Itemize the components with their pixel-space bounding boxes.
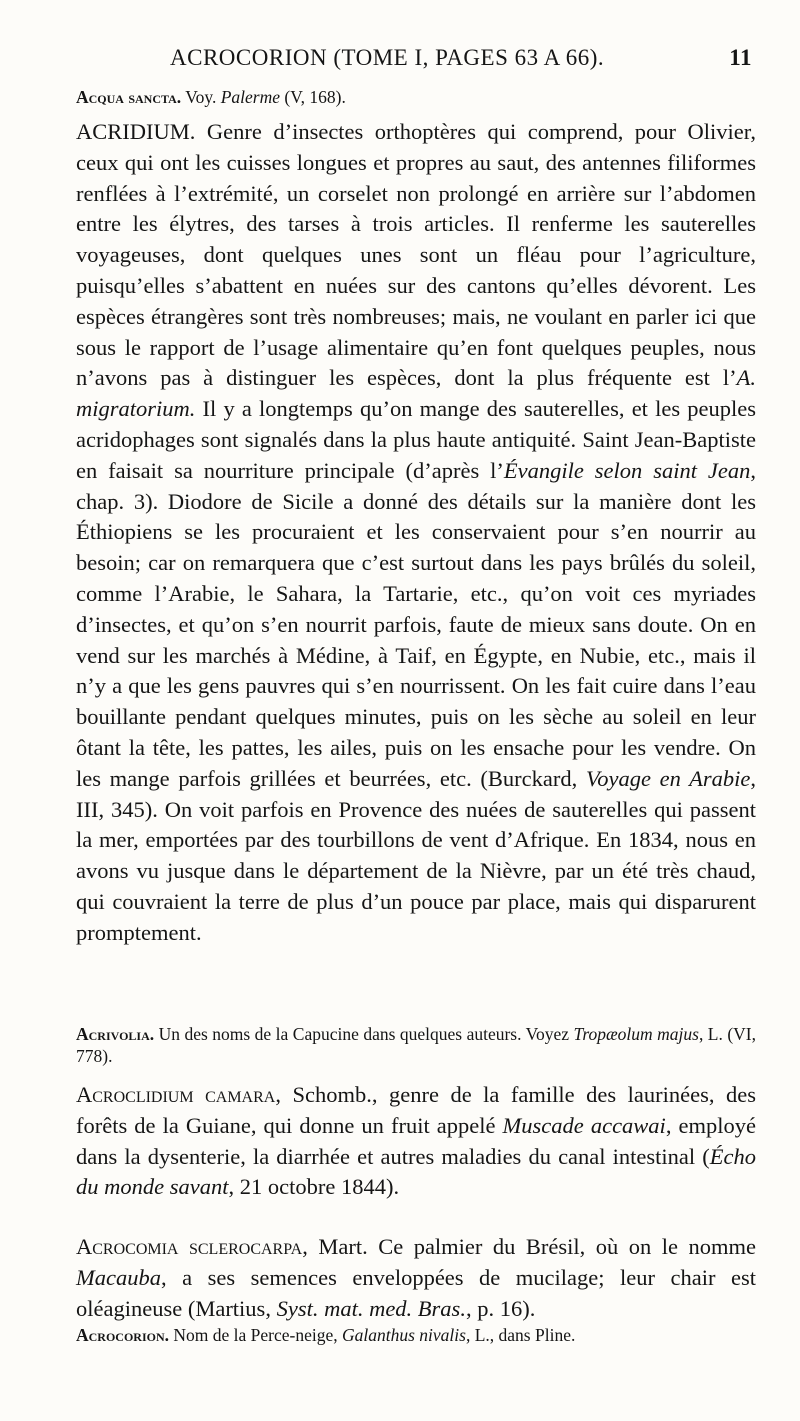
entry-italic-text: Macauba — [76, 1264, 161, 1290]
entry-italic-text: Tropæolum majus — [573, 1024, 699, 1044]
entry-headword: Acqua sancta. — [76, 87, 182, 107]
entry-acrocorion — [76, 1324, 756, 1346]
entry-text: , Schomb., genre de la famille des laurinées, des forêts de la Guiane, qui donne un fruit appelé — [76, 1082, 756, 1138]
entry-text: , p. 16). — [465, 1295, 536, 1321]
page-number: 11 — [729, 45, 752, 70]
running-title: ACROCORION (TOME I, PAGES 63 A 66). — [170, 45, 605, 70]
entry-text: , chap. 3). Diodore de Sicile a donné des détails sur la manière dont les Éthiopiens se les procuraient et les conservaient pour s’en nourrir au besoin; car on remarquera que c’est surtout dans les pays brûlés du soleil, comme l’Arabie, le Sahara, la Tartarie, etc., qu’on voit ces myriades d’insectes, et qu’on s’en nourrit parfois, faute de mieux sans doute. On en vend sur les marchés à Médine, à Taif, en Égypte, en Nubie, etc., mais il n’y a que les gens pauvres qui s’en nourrissent. On les fait cuire dans l’eau bouillante pendant quelques minutes, puis on les sèche au soleil en leur ôtant la tête, les pattes, les ailes, puis on les ensache pour les vendre. On les mange parfois grillées et beurrées, etc. (Burckard, — [76, 457, 756, 791]
entry-headword: ACRIDIUM. — [76, 119, 196, 144]
entry-italic-text: Palerme — [220, 87, 281, 107]
entry-text: , Mart. Ce palmier du Brésil, où on le nomme — [302, 1234, 757, 1259]
entry-text: Voy. — [181, 87, 221, 107]
entry-acridium — [76, 117, 756, 949]
entry-italic-text: Muscade accawai — [502, 1112, 666, 1138]
entry-italic-text: Voyage en Arabie — [585, 765, 751, 791]
entry-acrivolia — [76, 1023, 756, 1067]
entry-italic-text: Évangile selon saint Jean — [503, 457, 751, 483]
entry-text: , L., dans Pline. — [465, 1325, 576, 1345]
entry-acroclidium — [76, 1080, 756, 1203]
entry-acqua-sancta — [76, 86, 756, 108]
entry-text: Genre d’insectes orthoptères qui comprend, pour Olivier, ceux qui ont les cuisses longues et propres au saut, des antennes filiformes renflées à l’extrémité, un corselet non prolongé en arrière sur l’abdomen entre les élytres, des tarses à trois articles. Il renferme les sauterelles voyageuses, dont quelques unes sont un fléau pour l’agriculture, puisqu’elles s’abattent en nuées sur des cantons qu’elles dévorent. Les espèces étrangères sont très nombreuses; mais, ne voulant en parler ici que sous le rapport de l’usage alimentaire qu’en font quelques peuples, nous n’avons pas à distinguer les espèces, dont la plus fréquente est l’ — [76, 119, 756, 391]
entry-text: , employé dans la dysenterie, la diarrhée et autres maladies du canal intestinal ( — [76, 1112, 756, 1169]
entry-headword: Acroclidium camara — [76, 1082, 276, 1107]
entry-headword: Acrivolia. — [76, 1024, 155, 1044]
entry-text: , a ses semences enveloppées de mucilage; leur chair est oléagineuse (Martius, — [76, 1264, 756, 1321]
entry-italic-text: Galanthus nivalis — [342, 1325, 466, 1345]
entry-acrocomia — [76, 1232, 756, 1324]
entry-text: Il y a longtemps qu’on mange des sauterelles, et les peuples acridophages sont signalés dans la plus haute antiquité. Saint Jean-Baptiste en faisait sa nourriture principale (d’après l’ — [76, 396, 756, 483]
entry-text: (V, 168). — [280, 87, 346, 107]
entry-text: Nom de la Perce-neige, — [169, 1325, 342, 1345]
running-header — [170, 45, 752, 71]
entry-italic-text: A. migratorium. — [76, 365, 756, 422]
entry-headword: Acrocorion. — [76, 1325, 170, 1345]
entry-italic-text: Syst. mat. med. Bras. — [276, 1295, 466, 1321]
entry-text: , III, 345). On voit parfois en Provence des nuées de sauterelles qui passent la mer, emportées par des tourbillons de vent d’Afrique. En 1834, nous en avons vu jusque dans le département de la Nièvre, par un été très chaud, qui couvraient la terre de plus d’un pouce par place, mais qui disparurent promptement. — [76, 765, 757, 945]
entry-text: , 21 octobre 1844). — [228, 1174, 400, 1200]
entry-headword: Acrocomia sclerocarpa — [76, 1234, 303, 1259]
entry-italic-text: Écho du monde savant — [76, 1143, 756, 1200]
entry-text: , L. (VI, 778). — [76, 1024, 756, 1066]
entry-text: Un des noms de la Capucine dans quelques auteurs. Voyez — [154, 1024, 574, 1044]
